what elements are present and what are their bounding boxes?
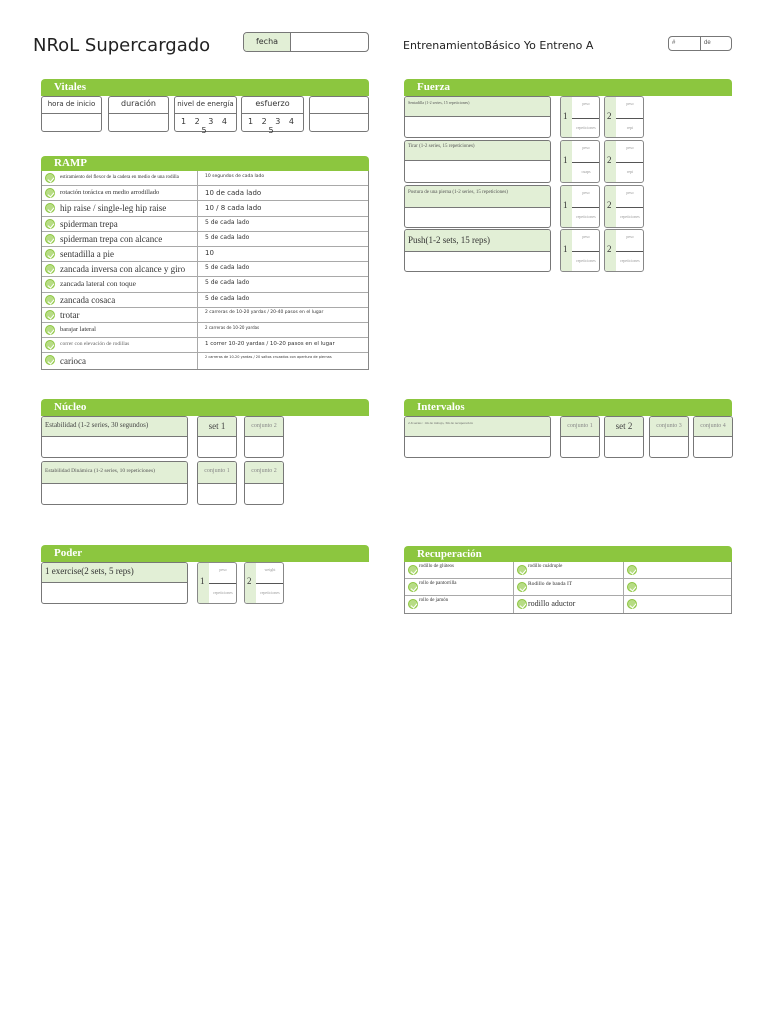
- table-row: [405, 596, 731, 613]
- page-title: NRoL Supercargado: [33, 35, 211, 56]
- table-row[interactable]: spiderman trepa con alcance 5 de cada lado: [42, 232, 368, 247]
- blank-vital-label: [310, 97, 368, 113]
- effort-scale[interactable]: 1 2 3 4 5: [248, 117, 297, 135]
- table-row[interactable]: trotar 2 carreras de 10-20 yardas / 20-40 pasos en el lugar: [42, 308, 368, 323]
- effort-label: esfuerzo: [255, 99, 290, 108]
- recovery-item[interactable]: rollo de pantorrilla: [405, 579, 514, 595]
- pull-set-2[interactable]: 2 peso repi: [604, 140, 644, 183]
- interval-set-2[interactable]: set 2: [604, 416, 644, 458]
- energy-level-label: nivel de energía: [177, 100, 234, 108]
- interval-exercise-box[interactable]: 2-6 series : 1m de trabajo, 3m de recuperación: [404, 416, 551, 458]
- page-of-label: de: [704, 40, 711, 46]
- ramp-header: RAMP: [41, 156, 369, 171]
- workout-subtitle: EntrenamientoBásico Yo Entreno A: [403, 39, 594, 52]
- recovery-item[interactable]: rodillo aductor: [514, 596, 624, 613]
- push-exercise-box[interactable]: Push(1-2 sets, 15 reps): [404, 229, 551, 272]
- table-row[interactable]: zancada inversa con alcance y giro 5 de cada lado: [42, 262, 368, 277]
- leaf-check-icon[interactable]: [517, 582, 527, 592]
- squat-exercise-box[interactable]: Sentadilla (1-2 series, 15 repeticiones): [404, 96, 551, 138]
- dynamic-stability-exercise-box[interactable]: Estabilidad Dinámica (1-2 series, 10 repeticiones): [41, 461, 188, 505]
- stability-exercise-box[interactable]: Estabilidad (1-2 series, 30 segundos): [41, 416, 188, 458]
- leaf-check-icon[interactable]: [517, 565, 527, 575]
- vitales-header: Vitales: [41, 79, 369, 96]
- power-set-2[interactable]: 2 weight repeticiones: [244, 562, 284, 604]
- recovery-item[interactable]: [624, 596, 733, 613]
- pull-set-1[interactable]: 1 peso cuaps: [560, 140, 600, 183]
- leaf-check-icon[interactable]: [408, 565, 418, 575]
- recovery-item[interactable]: rollo de jamón: [405, 596, 514, 613]
- table-row[interactable]: correr con elevación de rodillas 1 correr 10-20 yardas / 10-20 pasos en el lugar: [42, 338, 368, 353]
- recovery-item[interactable]: Rodillo de banda IT: [514, 579, 624, 595]
- table-row[interactable]: zancada lateral con toque 5 de cada lado: [42, 277, 368, 292]
- leaf-check-icon[interactable]: [517, 599, 527, 609]
- duration-label: duración: [121, 99, 156, 108]
- push-set-2[interactable]: 2 peso repeticiones: [604, 229, 644, 272]
- stability-set-1[interactable]: set 1: [197, 416, 237, 458]
- single-leg-exercise-box[interactable]: Postura de una pierna (1-2 series, 15 repeticiones): [404, 185, 551, 228]
- recuperacion-header: Recuperación: [404, 546, 732, 562]
- interval-set-1[interactable]: conjunto 1: [560, 416, 600, 458]
- table-row[interactable]: estiramiento del flexor de la cadera en medio de una rodilla 10 segundos de cada lado: [42, 171, 368, 186]
- start-time-label: hora de inicio: [47, 100, 96, 108]
- effort-field[interactable]: [241, 96, 304, 135]
- fuerza-header: Fuerza: [404, 79, 732, 96]
- stability-set-2[interactable]: conjunto 2: [244, 416, 284, 458]
- poder-header: Poder: [41, 545, 369, 562]
- leaf-check-icon[interactable]: [408, 582, 418, 592]
- power-exercise-box[interactable]: 1 exercise(2 sets, 5 reps): [41, 562, 188, 604]
- squat-set-1[interactable]: 1 peso repeticiones: [560, 96, 600, 138]
- interval-set-3[interactable]: conjunto 3: [649, 416, 689, 458]
- energy-level-field[interactable]: [174, 96, 237, 135]
- squat-set-2[interactable]: 2 peso repi: [604, 96, 644, 138]
- page-counter[interactable]: [668, 36, 732, 51]
- page-number: #: [672, 40, 676, 46]
- recovery-item[interactable]: [624, 562, 733, 578]
- start-time-field[interactable]: [41, 96, 102, 132]
- single-leg-set-1[interactable]: 1 peso repeticiones: [560, 185, 600, 228]
- interval-set-4[interactable]: conjunto 4: [693, 416, 733, 458]
- nucleo-header: Núcleo: [41, 399, 369, 416]
- table-row[interactable]: barajar lateral 2 carreras de 10-20 yardas: [42, 323, 368, 338]
- recovery-item[interactable]: rodillo de glúteos: [405, 562, 514, 578]
- pull-exercise-box[interactable]: Tirar (1-2 series, 15 repeticiones): [404, 140, 551, 183]
- dynamic-stability-set-2[interactable]: conjunto 2: [244, 461, 284, 505]
- date-field[interactable]: [243, 32, 369, 52]
- recovery-table: [404, 562, 732, 614]
- single-leg-set-2[interactable]: 2 peso repeticiones: [604, 185, 644, 228]
- leaf-check-icon[interactable]: [627, 599, 637, 609]
- blank-vital-field[interactable]: [309, 96, 369, 132]
- recovery-item[interactable]: rodillo cuádruple: [514, 562, 624, 578]
- intervalos-header: Intervalos: [404, 399, 732, 416]
- table-row[interactable]: hip raise / single-leg hip raise 10 / 8 cada lado: [42, 201, 368, 216]
- dynamic-stability-set-1[interactable]: conjunto 1: [197, 461, 237, 505]
- leaf-check-icon[interactable]: [627, 565, 637, 575]
- table-row[interactable]: zancada cosaca 5 de cada lado: [42, 293, 368, 308]
- leaf-check-icon[interactable]: [627, 582, 637, 592]
- ramp-table: [41, 171, 369, 370]
- recovery-item[interactable]: [624, 579, 733, 595]
- power-set-1[interactable]: 1 peso repeticiones: [197, 562, 237, 604]
- leaf-check-icon[interactable]: [408, 599, 418, 609]
- table-row[interactable]: rotación torácica en medio arrodillado 10 de cada lado: [42, 186, 368, 201]
- duration-field[interactable]: [108, 96, 169, 132]
- table-row: [405, 562, 731, 579]
- date-label: fecha: [244, 33, 291, 51]
- table-row: [405, 579, 731, 596]
- table-row[interactable]: spiderman trepa 5 de cada lado: [42, 217, 368, 232]
- table-row[interactable]: sentadilla a pie 10: [42, 247, 368, 262]
- energy-scale[interactable]: 1 2 3 4 5: [181, 117, 230, 135]
- table-row[interactable]: carioca 2 carreras de 10-20 yardas / 20 saltos cruzados con apertura de piernas: [42, 353, 368, 369]
- push-set-1[interactable]: 1 peso repeticiones: [560, 229, 600, 272]
